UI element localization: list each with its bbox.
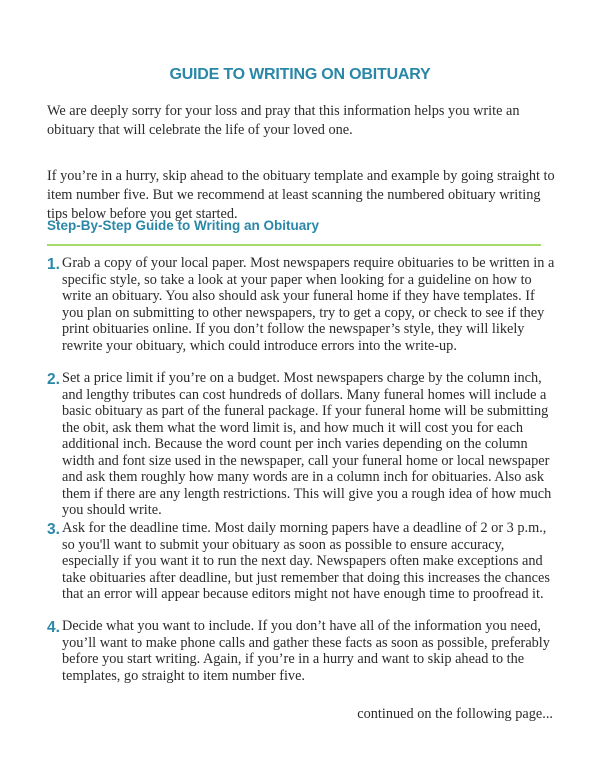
step-text: Decide what you want to include. If you don’t have all of the information you need, you’ll want to make phone calls and gather these facts as soon as possible, preferably before you start writing. Again, if you’re in a hurry and want to skip ahead to the templates, go straight to item number five. <box>62 618 550 684</box>
step-text: Ask for the deadline time. Most daily morning papers have a deadline of 2 or 3 p.m., so you'll want to submit your obituary as soon as possible to ensure accuracy, especially if you want it to run the next day. Newspapers often make exceptions and take obituaries after deadline, but just remember that doing this increases the chances that an error will appear because editors might not have enough time to proofread it. <box>62 520 550 602</box>
step-number: 3. <box>47 521 60 538</box>
step-text: Grab a copy of your local paper. Most newspapers require obituaries to be written in a specific style, so take a look at your paper when looking for a guideline on how to write an obituary. You also should ask your funeral home if they have templates. If you plan on submitting to other newspapers, try to get a copy, or check to see if they print obituaries online. If you don’t follow the newspaper’s style, they will likely rewrite your obituary, which could introduce errors into the write-up. <box>62 255 555 354</box>
section-heading: Step-By-Step Guide to Writing an Obituary <box>47 218 320 233</box>
step-item <box>47 520 557 603</box>
section-divider <box>47 244 541 246</box>
step-item <box>47 255 557 354</box>
intro-paragraph: We are deeply sorry for your loss and pray that this information helps you write an obituary that will celebrate the life of your loved one. <box>47 103 520 138</box>
step-number: 4. <box>47 619 60 636</box>
step-item <box>47 618 557 684</box>
intro-paragraph: If you’re in a hurry, skip ahead to the obituary template and example by going straight to item number five. But we recommend at least scanning the numbered obituary writing tips below before you get started. <box>47 168 555 222</box>
step-number: 2. <box>47 371 60 388</box>
step-item <box>47 370 557 519</box>
continued-note: continued on the following page... <box>357 706 553 722</box>
page-title: GUIDE TO WRITING ON OBITUARY <box>169 66 431 83</box>
step-number: 1. <box>47 256 60 273</box>
step-text: Set a price limit if you’re on a budget. Most newspapers charge by the column inch, and lengthy tributes can cost hundreds of dollars. Many funeral homes will include a basic obituary as part of the funeral package. If your funeral home will be submitting the obit, ask them what the word limit is, and how much it will cost you for each additional inch. Because the word count per inch varies depending on the column width and font size used in the newspaper, call your funeral home or local newspaper and ask them roughly how many words are in a column inch for obituaries. Also ask them if there are any length restrictions. This will give you a rough idea of how much you should write. <box>62 370 552 518</box>
